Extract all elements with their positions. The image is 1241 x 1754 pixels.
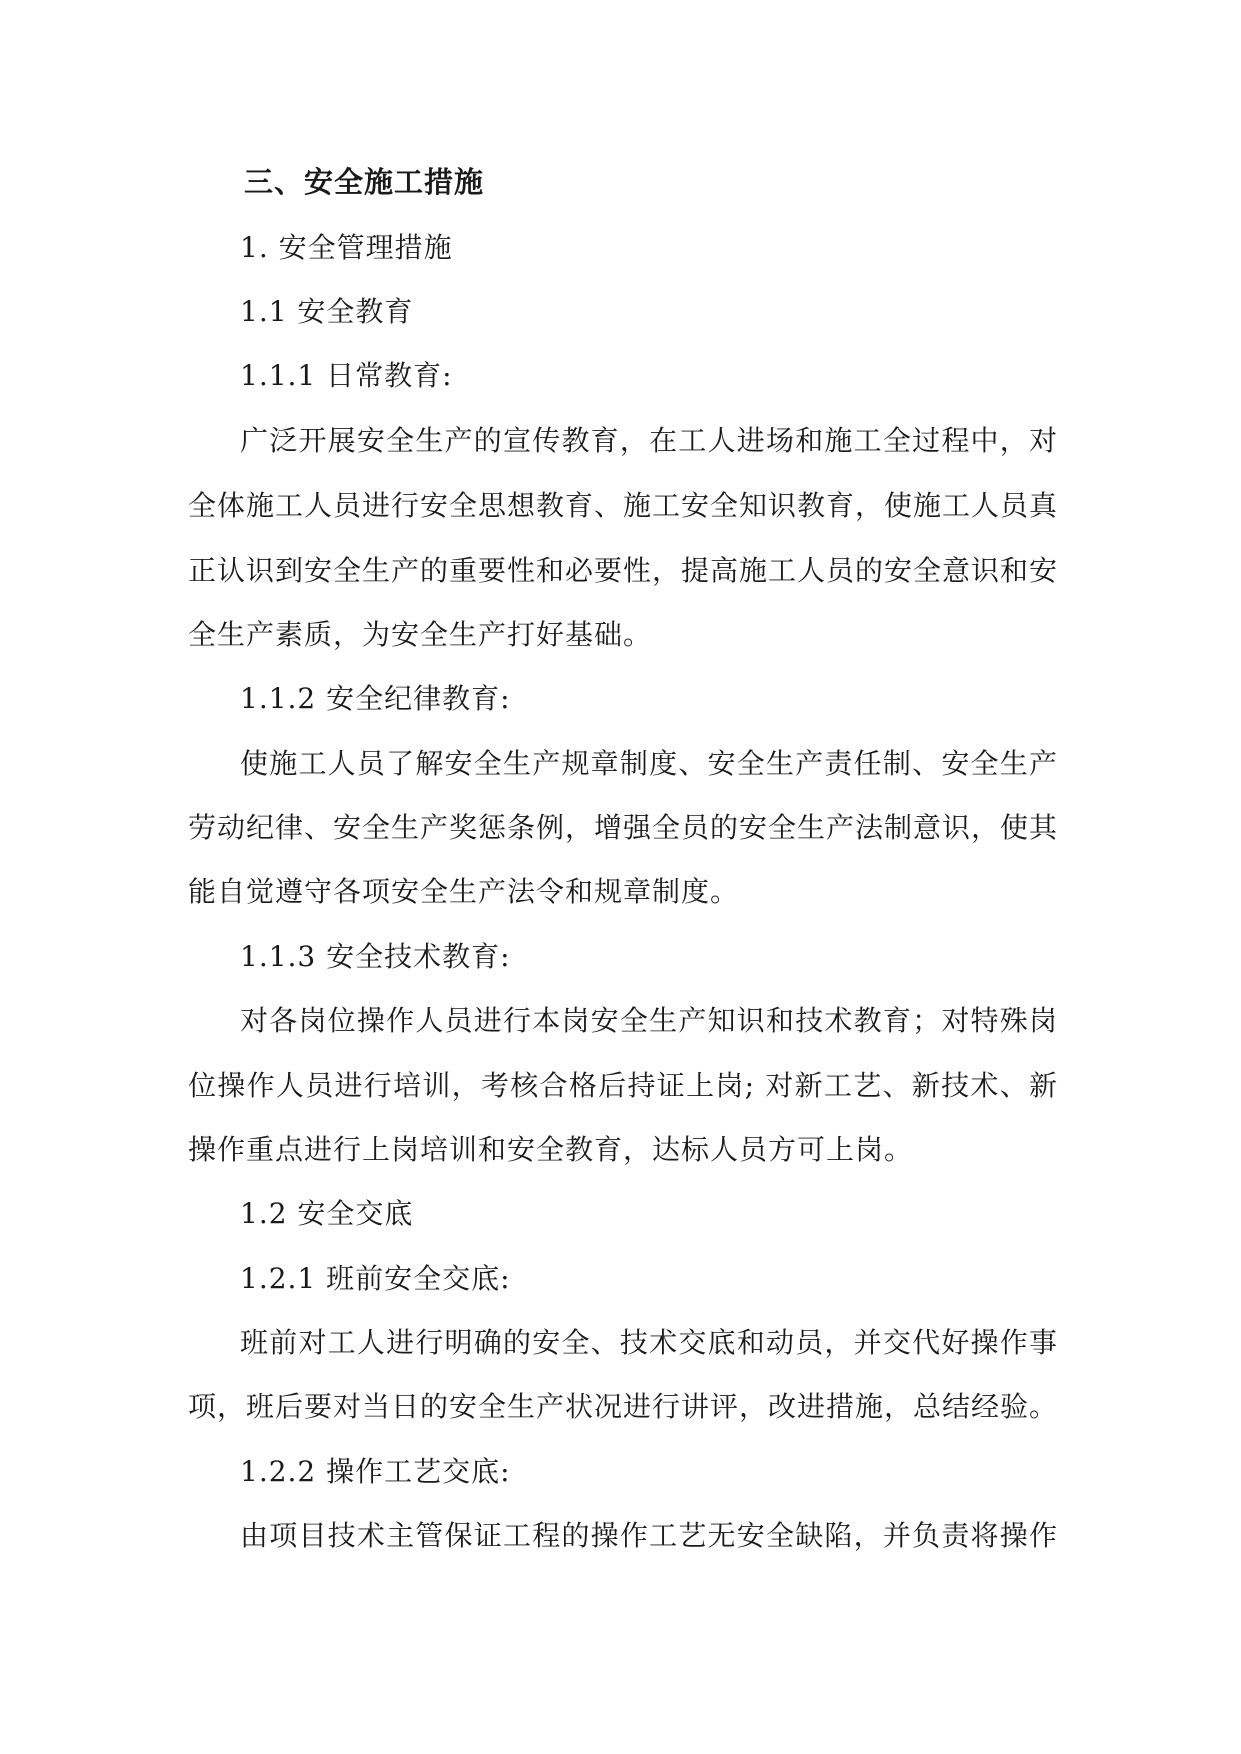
paragraph-line: 项，班后要对当日的安全生产状况进行讲评，改进措施，总结经验。	[188, 1390, 1059, 1423]
paragraph-line: 广泛开展安全生产的宣传教育，在工人进场和施工全过程中，对	[240, 424, 1058, 457]
paragraph-line: 使施工人员了解安全生产规章制度、安全生产责任制、安全生产	[240, 747, 1058, 780]
paragraph-line: 全体施工人员进行安全思想教育、施工安全知识教育，使施工人员真	[188, 489, 1059, 522]
chapter-heading: 三、安全施工措施	[244, 165, 485, 199]
paragraph-line: 全生产素质，为安全生产打好基础。	[188, 618, 653, 651]
paragraph-line: 操作重点进行上岗培训和安全教育，达标人员方可上岗。	[188, 1133, 914, 1166]
section-heading: 1. 安全管理措施	[240, 231, 453, 264]
paragraph-line: 由项目技术主管保证工程的操作工艺无安全缺陷，并负责将操作	[240, 1519, 1058, 1552]
paragraph-line: 对各岗位操作人员进行本岗安全生产知识和技术教育；对特殊岗	[240, 1004, 1058, 1037]
item-heading: 1.2.2 操作工艺交底:	[240, 1455, 511, 1488]
paragraph-line: 劳动纪律、安全生产奖惩条例，增强全员的安全生产法制意识，使其	[188, 811, 1059, 844]
paragraph-line: 位操作人员进行培训，考核合格后持证上岗; 对新工艺、新技术、新	[188, 1069, 1058, 1102]
subsection-heading: 1.2 安全交底	[240, 1197, 414, 1230]
item-heading: 1.1.2 安全纪律教育:	[240, 682, 511, 715]
item-heading: 1.1.1 日常教育:	[240, 359, 453, 392]
paragraph-line: 正认识到安全生产的重要性和必要性，提高施工人员的安全意识和安	[188, 554, 1059, 587]
item-heading: 1.1.3 安全技术教育:	[240, 940, 511, 973]
subsection-heading: 1.1 安全教育	[240, 295, 414, 328]
paragraph-line: 班前对工人进行明确的安全、技术交底和动员，并交代好操作事	[240, 1326, 1058, 1359]
item-heading: 1.2.1 班前安全交底:	[240, 1262, 511, 1295]
paragraph-line: 能自觉遵守各项安全生产法令和规章制度。	[188, 875, 740, 908]
